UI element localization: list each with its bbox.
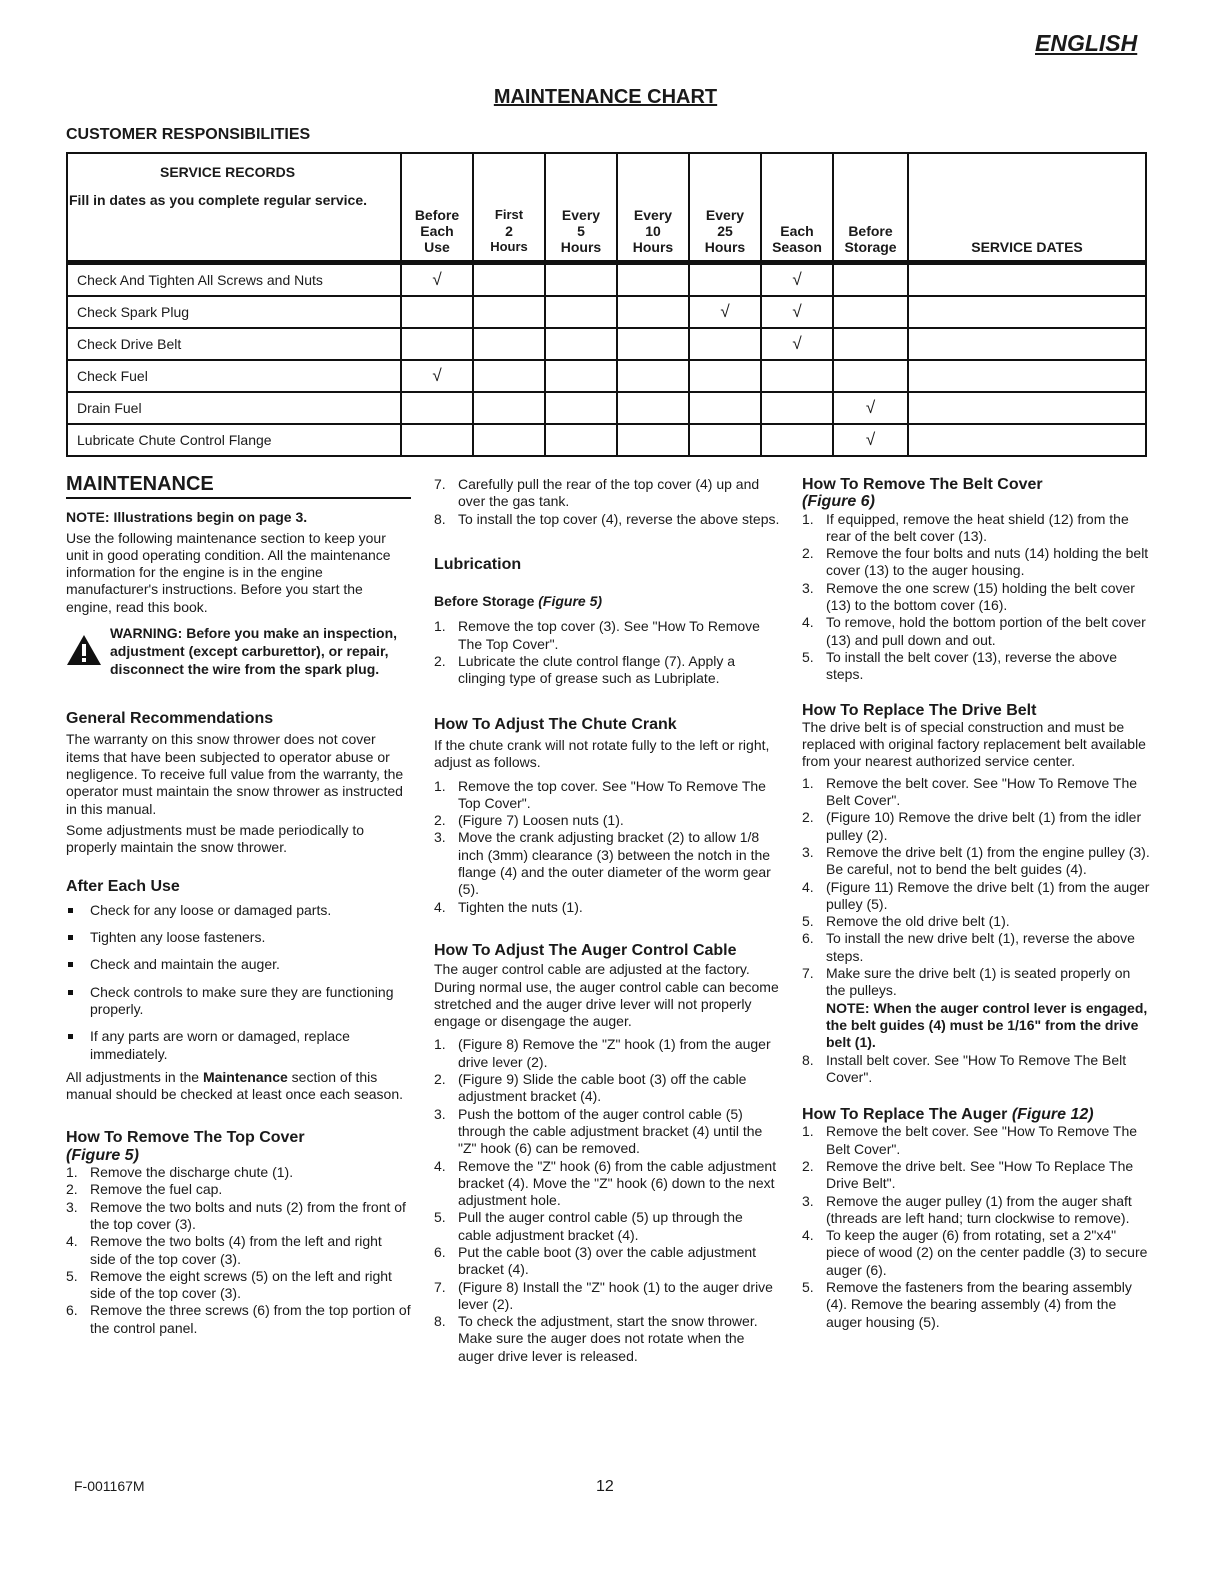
empty-cell [473, 263, 545, 297]
replace-drive-belt-heading: How To Replace The Drive Belt [802, 701, 1037, 719]
list-text: Remove the four bolts and nuts (14) holding the belt cover (13) to the auger housing. [826, 545, 1149, 579]
list-number: 1. [802, 510, 814, 527]
remove-top-cover-heading: How To Remove The Top Cover [66, 1129, 305, 1147]
column-header [761, 153, 833, 263]
language-label: ENGLISH [1035, 30, 1138, 56]
list-item [802, 930, 1150, 965]
list-number: 1. [434, 618, 446, 635]
list-number: 1. [66, 1164, 78, 1181]
list-item [434, 1209, 780, 1244]
maintenance-table [66, 152, 1147, 457]
list-item [434, 1106, 780, 1158]
remove-top-cover-steps [66, 1164, 411, 1337]
check-mark-cell: √ [689, 296, 761, 328]
empty-cell [689, 392, 761, 424]
illustrations-note: NOTE: Illustrations begin on page 3. [66, 509, 308, 526]
list-text: Make sure the drive belt (1) is seated properly on the pulleys. [826, 965, 1131, 999]
list-text: Remove the two bolts (4) from the left and right side of the top cover (3). [90, 1233, 382, 1267]
list-item [434, 653, 780, 688]
list-number: 4. [802, 1227, 814, 1244]
list-item [802, 775, 1150, 810]
column-header-line: Before [848, 223, 893, 239]
after-each-use-list [66, 902, 411, 1063]
list-number: 7. [434, 1278, 446, 1295]
list-text: Pull the auger control cable (5) up through the cable adjustment bracket (4). [458, 1209, 743, 1243]
empty-cell [761, 360, 833, 392]
list-number: 6. [802, 930, 814, 947]
list-number: 2. [434, 653, 446, 670]
column-header-line: Hours [704, 239, 746, 255]
column-header-line: First [494, 207, 524, 222]
list-item [802, 1123, 1150, 1158]
table-body [67, 263, 1146, 457]
empty-cell [473, 360, 545, 392]
list-item [802, 649, 1150, 684]
list-number: 5. [802, 913, 814, 930]
column-header [833, 153, 908, 263]
list-item: Check controls to make sure they are functioning properly. [66, 984, 411, 1019]
general-recommendations-p1: The warranty on this snow thrower does not cover items that have been subjected to operator abuse or negligence. To receive full value from the warranty, the operator must maintain the snow thrower as instructed in this manual. [66, 731, 404, 817]
list-number: 1. [434, 777, 446, 794]
list-text: (Figure 7) Loosen nuts (1). [458, 812, 624, 829]
list-text: Remove the eight screws (5) on the left and right side of the top cover (3). [90, 1267, 392, 1302]
list-item [802, 614, 1150, 649]
table-row [67, 296, 1146, 328]
remove-top-cover-steps-continued [434, 476, 780, 528]
empty-cell [545, 263, 617, 297]
after-note-text-c: section of this manual should be checked at least once each season. [66, 1068, 404, 1103]
check-mark-cell: √ [761, 296, 833, 328]
empty-cell [617, 263, 689, 297]
empty-cell [545, 424, 617, 456]
adjust-chute-crank-steps [434, 778, 780, 916]
list-text: To remove, hold the bottom portion of the belt cover (13) and pull down and out. [826, 614, 1146, 648]
list-item [434, 778, 780, 813]
empty-cell [473, 296, 545, 328]
replace-auger-figure: (Figure 12) [1011, 1106, 1094, 1124]
list-text: To install the belt cover (13), reverse the above steps. [826, 648, 1118, 683]
empty-cell [617, 392, 689, 424]
task-cell: Drain Fuel [67, 392, 401, 424]
column-header-line: Season [772, 239, 822, 255]
list-item [434, 1244, 780, 1279]
list-item [434, 618, 780, 653]
list-number: 5. [802, 648, 814, 665]
warning-block [66, 624, 411, 678]
general-recommendations-p2: Some adjustments must be made periodically to properly maintain the snow thrower. [66, 821, 365, 856]
list-item [802, 580, 1150, 615]
list-text: If equipped, remove the heat shield (12) from the rear of the belt cover (13). [826, 510, 1129, 544]
list-text: Remove the belt cover. See "How To Remove The Belt Cover". [826, 1123, 1138, 1157]
list-text: (Figure 11) Remove the drive belt (1) from the auger pulley (5). [826, 878, 1150, 912]
service-date-cell [908, 392, 1146, 424]
service-dates-header: SERVICE DATES [908, 153, 1146, 263]
list-item [434, 1313, 780, 1365]
check-mark-cell: √ [761, 328, 833, 360]
list-number: 8. [434, 1313, 446, 1330]
column-header-line: 10 [645, 223, 661, 239]
service-date-cell [908, 296, 1146, 328]
list-text: Install belt cover. See "How To Remove The Belt Cover". [826, 1051, 1127, 1085]
list-text: Remove the discharge chute (1). [90, 1164, 294, 1181]
empty-cell [545, 296, 617, 328]
service-records-subtitle: Fill in dates as you complete regular service. [68, 192, 367, 208]
list-number: 5. [434, 1209, 446, 1226]
list-number: 7. [434, 476, 446, 492]
check-mark-cell: √ [401, 263, 473, 297]
list-item [66, 1233, 411, 1268]
check-mark-cell: √ [401, 360, 473, 392]
empty-cell [545, 360, 617, 392]
empty-cell [617, 328, 689, 360]
list-item [802, 809, 1150, 844]
list-number: 2. [66, 1181, 78, 1198]
list-number: 3. [802, 1192, 814, 1209]
adjust-chute-crank-intro: If the chute crank will not rotate fully to the left or right, adjust as follows. [434, 736, 770, 771]
table-row [67, 392, 1146, 424]
list-item [802, 1279, 1150, 1331]
list-text: To install the top cover (4), reverse the above steps. [458, 510, 780, 527]
table-row [67, 360, 1146, 392]
list-item [802, 844, 1150, 879]
service-records-title: SERVICE RECORDS [160, 164, 296, 180]
column-header-line: Every [561, 207, 601, 223]
empty-cell [545, 328, 617, 360]
remove-belt-cover-heading: How To Remove The Belt Cover [802, 476, 1043, 493]
list-number: 1. [434, 1036, 446, 1053]
list-item: If any parts are worn or damaged, replace immediately. [66, 1028, 411, 1063]
list-text: Remove the drive belt (1) from the engine pulley (3). Be careful, not to bend the belt guides (4). [826, 843, 1150, 878]
list-item [802, 965, 1150, 1000]
empty-cell [401, 392, 473, 424]
empty-cell [617, 424, 689, 456]
empty-cell [689, 360, 761, 392]
after-each-use-note [66, 1069, 411, 1104]
task-cell: Check Spark Plug [67, 296, 401, 328]
empty-cell [833, 263, 908, 297]
list-text: Remove the auger pulley (1) from the auger shaft (threads are left hand; turn clockwise to remove). [826, 1192, 1132, 1226]
empty-cell [761, 424, 833, 456]
empty-cell [833, 296, 908, 328]
drive-belt-note: NOTE: When the auger control lever is engaged, the belt guides (4) must be 1/16" from the drive belt (1). [826, 999, 1148, 1051]
list-number: 8. [434, 510, 446, 527]
list-number: 1. [802, 774, 814, 791]
table-row [67, 424, 1146, 456]
list-item [66, 1164, 411, 1181]
list-number: 2. [434, 1071, 446, 1088]
before-storage-figure: (Figure 5) [538, 593, 603, 610]
maintenance-heading: MAINTENANCE [66, 476, 411, 499]
list-number: 4. [434, 898, 446, 915]
list-number: 4. [802, 614, 814, 631]
empty-cell [761, 392, 833, 424]
adjust-chute-crank-heading: How To Adjust The Chute Crank [434, 715, 677, 733]
list-text: Remove the old drive belt (1). [826, 913, 1010, 930]
list-text: Tighten the nuts (1). [458, 898, 583, 915]
list-text: Remove the top cover. See "How To Remove The Top Cover". [458, 777, 766, 811]
remove-top-cover-figure: (Figure 5) [66, 1146, 139, 1164]
list-text: (Figure 9) Slide the cable boot (3) off the cable adjustment bracket (4). [458, 1071, 747, 1105]
list-item [802, 1158, 1150, 1193]
empty-cell [689, 328, 761, 360]
empty-cell [473, 424, 545, 456]
empty-cell [401, 328, 473, 360]
list-item [802, 1227, 1150, 1279]
list-text: Remove the three screws (6) from the top portion of the control panel. [90, 1302, 411, 1336]
list-number: 3. [66, 1198, 78, 1215]
list-text: Lubricate the clute control flange (7). Apply a clinging type of grease such as Lubriplate. [458, 653, 736, 687]
adjust-auger-cable-heading: How To Adjust The Auger Control Cable [434, 941, 737, 959]
general-recommendations-heading: General Recommendations [66, 710, 274, 728]
replace-auger-heading [802, 1106, 1150, 1123]
empty-cell [833, 328, 908, 360]
list-text: Remove the one screw (15) holding the belt cover (13) to the bottom cover (16). [826, 579, 1135, 614]
list-text: Move the crank adjusting bracket (2) to allow 1/8 inch (3mm) clearance (3) between the notch in the flange (4) and the outer diameter of the worm gear (5). [458, 829, 771, 898]
column-right [802, 476, 1150, 1331]
list-number: 4. [66, 1233, 78, 1250]
column-header [617, 153, 689, 263]
empty-cell [401, 424, 473, 456]
list-item [434, 899, 780, 916]
column-left [66, 473, 411, 1337]
check-mark-cell: √ [761, 263, 833, 297]
column-header-line: 25 [717, 223, 733, 239]
adjust-auger-cable-steps [434, 1036, 780, 1365]
list-item: Check for any loose or damaged parts. [66, 902, 411, 919]
remove-belt-cover-steps [802, 511, 1150, 684]
service-date-cell [908, 328, 1146, 360]
list-number: 4. [802, 878, 814, 895]
list-text: To check the adjustment, start the snow thrower. Make sure the auger does not rotate when the auger drive lever is released. [458, 1313, 758, 1364]
list-item [434, 511, 780, 528]
warning-triangle-icon [66, 634, 102, 666]
empty-cell [833, 360, 908, 392]
after-note-text-a: All adjustments in the [66, 1068, 203, 1085]
table-header-row [67, 153, 1146, 263]
column-header [401, 153, 473, 263]
column-header-line: Hours [490, 239, 528, 254]
remove-belt-cover-figure: (Figure 6) [802, 493, 875, 511]
list-item [434, 1036, 780, 1071]
list-number: 6. [434, 1243, 446, 1260]
table-row [67, 263, 1146, 297]
list-number: 2. [434, 812, 446, 829]
list-text: Remove the drive belt. See "How To Replace The Drive Belt". [826, 1157, 1134, 1192]
list-item [802, 1052, 1150, 1087]
list-item [802, 545, 1150, 580]
column-header-line: 2 [505, 223, 513, 239]
list-text: (Figure 10) Remove the drive belt (1) from the idler pulley (2). [826, 809, 1142, 843]
column-header [545, 153, 617, 263]
list-text: Remove the two bolts and nuts (2) from the front of the top cover (3). [90, 1198, 406, 1232]
after-note-text-bold: Maintenance [202, 1068, 288, 1085]
list-number: 3. [434, 829, 446, 846]
replace-auger-steps [802, 1123, 1150, 1331]
list-item: Check and maintain the auger. [66, 956, 411, 973]
list-number: 7. [802, 965, 814, 982]
list-text: Put the cable boot (3) over the cable adjustment bracket (4). [458, 1243, 757, 1278]
replace-drive-belt-steps [802, 775, 1150, 1086]
list-number: 5. [802, 1279, 814, 1296]
replace-auger-text: How To Replace The Auger [802, 1106, 1008, 1124]
task-cell: Check Drive Belt [67, 328, 401, 360]
empty-cell [401, 296, 473, 328]
customer-responsibilities-label: CUSTOMER RESPONSIBILITIES [66, 126, 311, 143]
page-number: 12 [596, 1478, 614, 1495]
list-item [434, 1279, 780, 1314]
list-number: 2. [802, 809, 814, 826]
list-number: 5. [66, 1267, 78, 1284]
list-item [802, 879, 1150, 914]
column-header-line: Hours [560, 239, 602, 255]
column-header-line: Hours [632, 239, 674, 255]
empty-cell [473, 392, 545, 424]
empty-cell [617, 296, 689, 328]
after-each-use-heading: After Each Use [66, 878, 180, 896]
lubrication-steps [434, 618, 780, 687]
service-records-header [67, 153, 401, 263]
column-header-line: Use [424, 239, 450, 255]
column-middle [434, 476, 780, 1365]
column-header-line: Every [705, 207, 745, 223]
check-mark-cell: √ [833, 392, 908, 424]
list-number: 1. [802, 1123, 814, 1140]
empty-cell [545, 392, 617, 424]
list-number: 4. [434, 1157, 446, 1174]
list-text: (Figure 8) Remove the "Z" hook (1) from the auger drive lever (2). [458, 1036, 771, 1070]
list-text: To install the new drive belt (1), reverse the above steps. [826, 930, 1135, 964]
warning-text: WARNING: Before you make an inspection, adjustment (except carburettor), or repair, disconnect the wire from the spark plug. [110, 625, 398, 678]
empty-cell [689, 263, 761, 297]
footer-code: F-001167M [74, 1478, 145, 1494]
empty-cell [689, 424, 761, 456]
list-text: To keep the auger (6) from rotating, set a 2"x4" piece of wood (2) on the center paddle (3) to secure auger (6). [826, 1227, 1148, 1278]
maintenance-intro: Use the following maintenance section to keep your unit in good operating condition. All the maintenance information for the engine is in the engine manufacturer's instructions. Before you start the engine, read this book. [66, 529, 391, 615]
list-number: 6. [66, 1302, 78, 1319]
maintenance-chart-title: MAINTENANCE CHART [493, 86, 718, 108]
adjust-auger-cable-intro: The auger control cable are adjusted at the factory. During normal use, the auger control cable can become stretched and the auger drive lever will not properly engage or disengage the auger. [434, 961, 779, 1030]
check-mark-cell: √ [833, 424, 908, 456]
list-number: 3. [802, 843, 814, 860]
column-header-line: 5 [577, 223, 585, 239]
list-item: Tighten any loose fasteners. [66, 929, 411, 946]
list-number: 3. [434, 1105, 446, 1122]
list-item [66, 1181, 411, 1198]
empty-cell [473, 328, 545, 360]
list-text: (Figure 8) Install the "Z" hook (1) to the auger drive lever (2). [458, 1278, 773, 1312]
column-header [473, 153, 545, 263]
list-item [802, 1193, 1150, 1228]
lubrication-heading: Lubrication [434, 555, 522, 573]
column-header-line: Each [420, 223, 454, 239]
list-text: Remove the fuel cap. [90, 1181, 223, 1198]
column-header-line: Storage [844, 239, 897, 255]
task-cell: Check Fuel [67, 360, 401, 392]
column-header-line: Every [633, 207, 673, 223]
list-item [66, 1302, 411, 1337]
list-text: Remove the top cover (3). See "How To Remove The Top Cover". [458, 618, 760, 652]
list-text: Remove the "Z" hook (6) from the cable adjustment bracket (4). Move the "Z" hook (6) down to the next adjustment hole. [458, 1157, 777, 1209]
column-header [689, 153, 761, 263]
list-number: 2. [802, 545, 814, 562]
service-date-cell [908, 360, 1146, 392]
list-item [434, 476, 780, 511]
list-item [434, 1158, 780, 1210]
column-header-line: Before [414, 207, 460, 223]
task-cell: Lubricate Chute Control Flange [67, 424, 401, 456]
empty-cell [617, 360, 689, 392]
service-date-cell [908, 263, 1146, 297]
list-number: 8. [802, 1051, 814, 1068]
column-header-line: Each [780, 223, 814, 239]
list-item [434, 829, 780, 898]
task-cell: Check And Tighten All Screws and Nuts [67, 263, 401, 297]
list-item [802, 511, 1150, 546]
list-text: Remove the fasteners from the bearing assembly (4). Remove the bearing assembly (4) from the auger housing (5). [826, 1279, 1132, 1330]
list-item [66, 1199, 411, 1234]
list-text: Remove the belt cover. See "How To Remove The Belt Cover". [826, 774, 1138, 809]
before-storage-subheading [434, 593, 780, 610]
service-date-cell [908, 424, 1146, 456]
table-row [67, 328, 1146, 360]
before-storage-text: Before Storage [434, 593, 535, 610]
list-number: 2. [802, 1157, 814, 1174]
list-item [434, 1071, 780, 1106]
list-text: Push the bottom of the auger control cable (5) through the cable adjustment bracket (4) until the "Z" hook (6) can be removed. [458, 1105, 763, 1157]
list-number: 3. [802, 579, 814, 596]
list-item [434, 812, 780, 829]
list-text: Carefully pull the rear of the top cover (4) up and over the gas tank. [458, 476, 760, 510]
replace-drive-belt-intro: The drive belt is of special construction and must be replaced with original factory replacement belt available from your nearest authorized service center. [802, 718, 1146, 770]
list-item [802, 913, 1150, 930]
list-item [66, 1268, 411, 1303]
